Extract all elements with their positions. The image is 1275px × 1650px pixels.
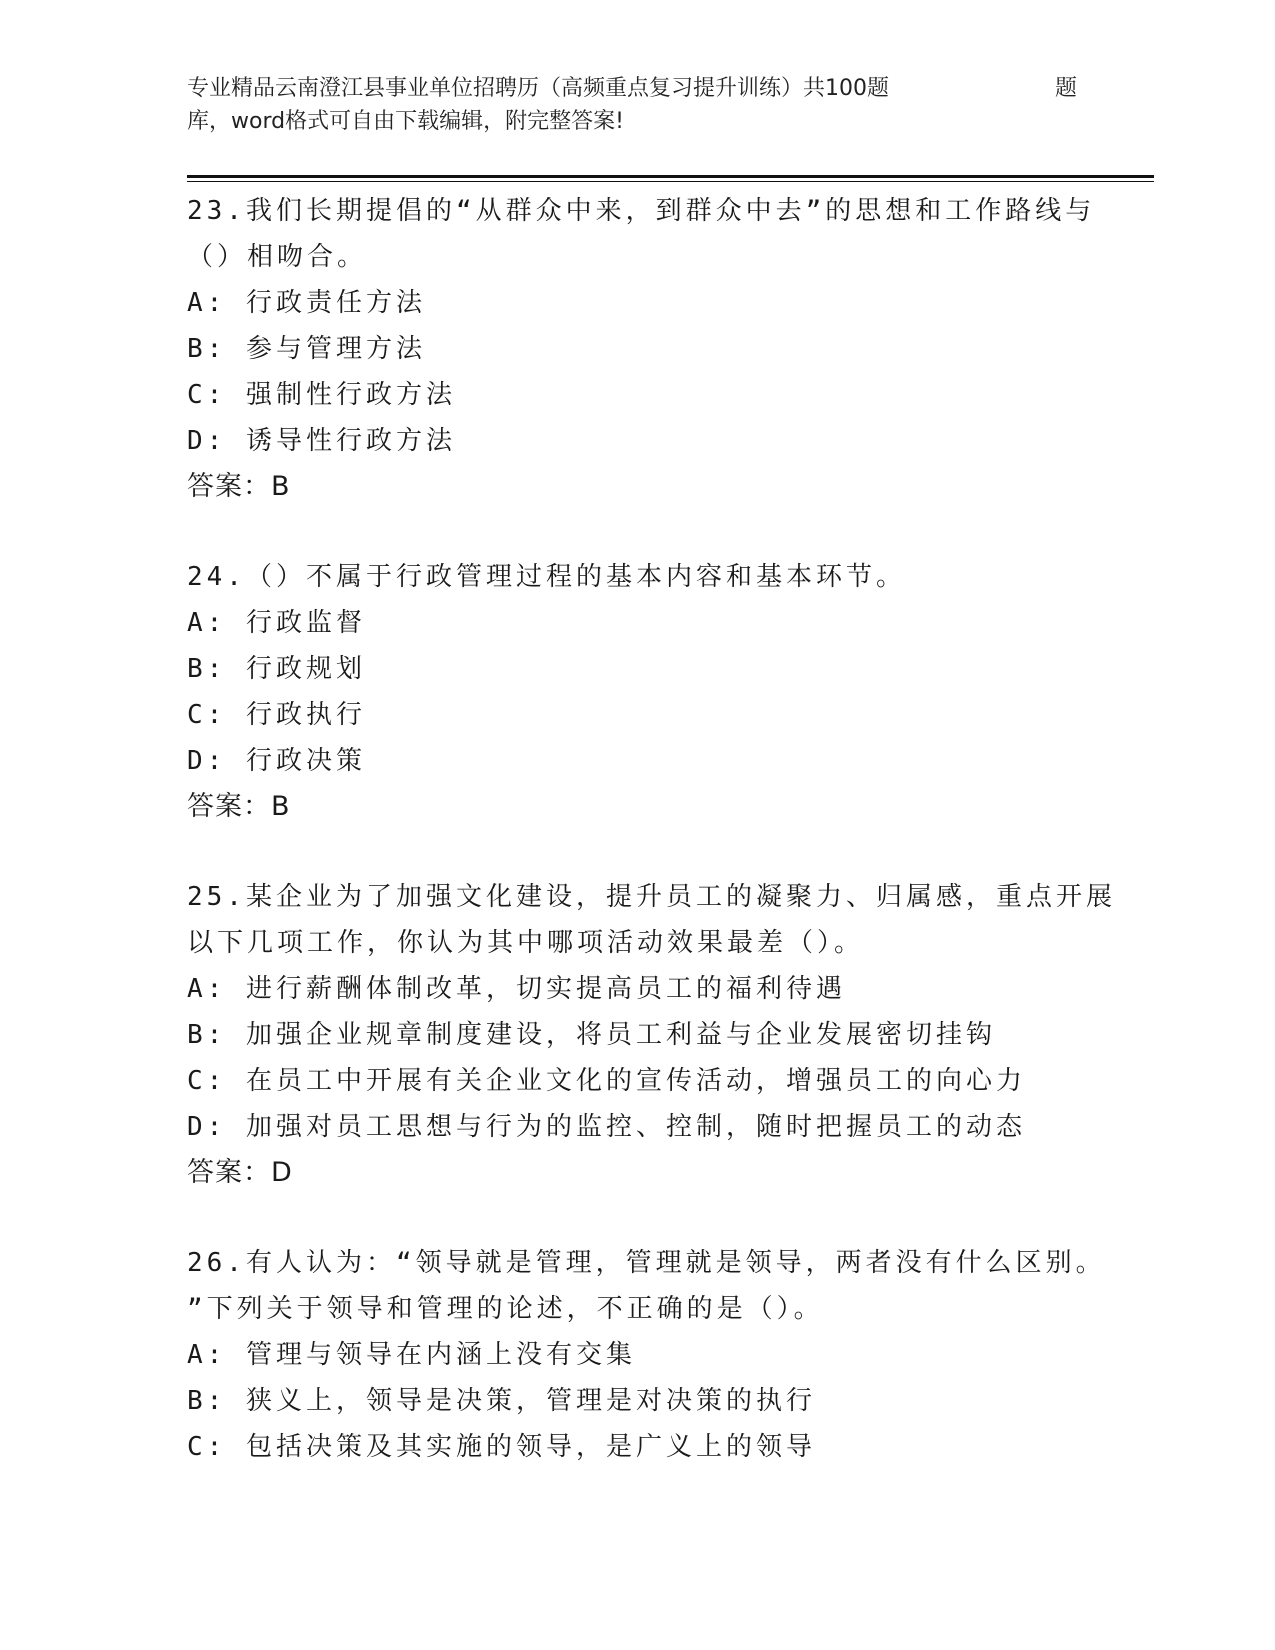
question-stem: 24.（）不属于行政管理过程的基本内容和基本环节。	[187, 562, 906, 592]
option-a: A: 进行薪酬体制改革，切实提高员工的福利待遇	[187, 974, 846, 1004]
question-stem: 26.有人认为：“领导就是管理，管理就是领导，两者没有什么区别。	[187, 1248, 1106, 1278]
question-stem: 25.某企业为了加强文化建设，提升员工的凝聚力、归属感，重点开展	[187, 882, 1116, 912]
option-a: A: 管理与领导在内涵上没有交集	[187, 1340, 636, 1370]
answer-line: 答案：D	[187, 1157, 293, 1188]
question-block	[187, 1240, 1106, 1470]
option-d: D: 加强对员工思想与行为的监控、控制，随时把握员工的动态	[187, 1112, 1026, 1142]
question-list	[187, 188, 1116, 1470]
option-c: C: 在员工中开展有关企业文化的宣传活动，增强员工的向心力	[187, 1066, 1026, 1096]
question-stem: 以下几项工作，你认为其中哪项活动效果最差（）。	[187, 928, 865, 958]
question-block	[187, 554, 1087, 830]
option-a: A: 行政监督	[187, 608, 366, 638]
header-line-2: 库，word格式可自由下载编辑，附完整答案!	[187, 109, 624, 134]
answer-line: 答案：B	[187, 791, 291, 822]
header-line-1	[187, 72, 1087, 105]
answer-line: 答案：B	[187, 471, 291, 502]
header-divider-thin	[187, 181, 1154, 182]
option-b: B: 参与管理方法	[187, 334, 426, 364]
question-stem: 23.我们长期提倡的“从群众中来，到群众中去”的思想和工作路线与	[187, 196, 1096, 226]
question-block	[187, 188, 1096, 510]
option-b: B: 狭义上，领导是决策，管理是对决策的执行	[187, 1386, 816, 1416]
header-title-text: 专业精品云南澄江县事业单位招聘历（高频重点复习提升训练）共100题	[187, 76, 889, 101]
question-stem: （）相吻合。	[187, 242, 368, 272]
option-b: B: 加强企业规章制度建设，将员工利益与企业发展密切挂钩	[187, 1020, 996, 1050]
option-c: C: 包括决策及其实施的领导，是广义上的领导	[187, 1432, 816, 1462]
header-title-tail: 题	[1055, 76, 1078, 101]
page-header	[187, 72, 1087, 138]
option-a: A: 行政责任方法	[187, 288, 426, 318]
question-stem: ”下列关于领导和管理的论述，不正确的是（）。	[187, 1294, 824, 1324]
option-c: C: 行政执行	[187, 700, 366, 730]
option-c: C: 强制性行政方法	[187, 380, 456, 410]
question-block	[187, 874, 1116, 1196]
option-d: D: 诱导性行政方法	[187, 426, 456, 456]
option-b: B: 行政规划	[187, 654, 366, 684]
option-d: D: 行政决策	[187, 746, 366, 776]
header-divider-thick	[187, 175, 1154, 178]
